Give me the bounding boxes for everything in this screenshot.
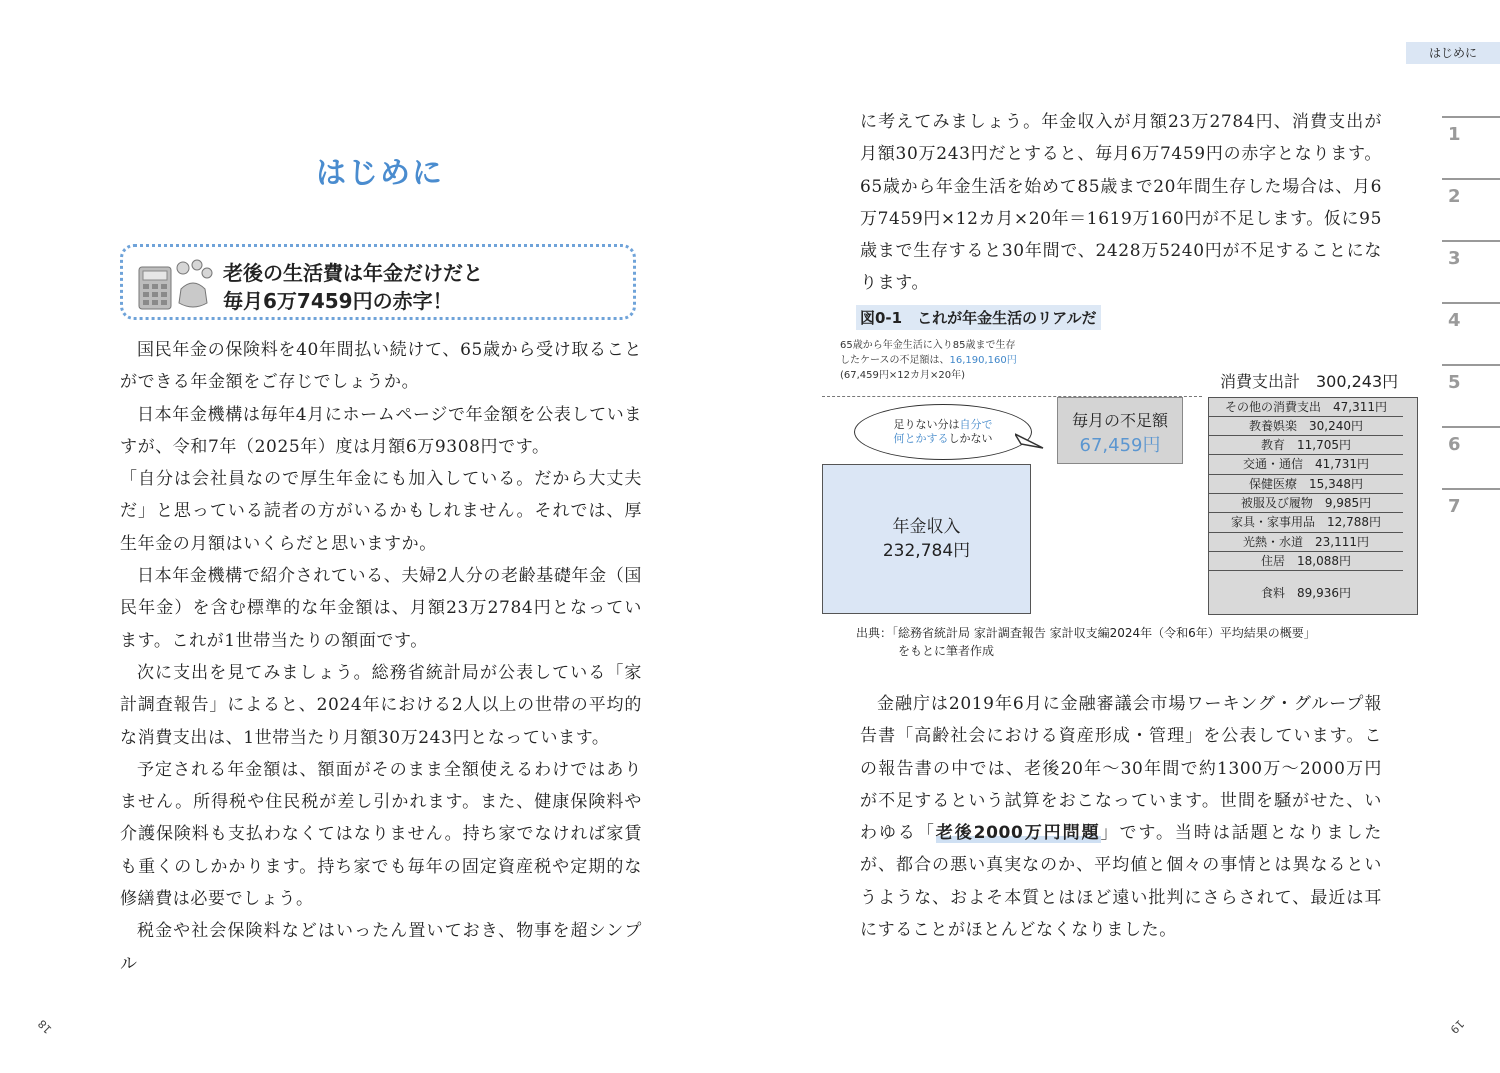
- chapter-tab-number: 5: [1448, 372, 1461, 393]
- bubble-highlight: 自分で: [959, 418, 993, 431]
- figure-source-line1: 出典：「総務省統計局 家計調査報告 家計収支編2024年（令和6年）平均結果の概要」: [856, 626, 1316, 640]
- paragraph: 「自分は会社員なので厚生年金にも加入している。だから大丈夫だ」と思っている読者の方がいるかもしれません。それでは、厚生年金の月額はいくらだと思いますか。: [120, 469, 642, 554]
- expense-row: 食料 89,936円: [1261, 586, 1351, 600]
- figure-note-line3: (67,459円×12カ月×20年): [840, 370, 965, 381]
- income-bar: [822, 464, 1031, 614]
- expense-row: 保健医療 15,348円: [1209, 475, 1403, 494]
- paragraph: に考えてみましょう。年金収入が月額23万2784円、消費支出が月額30万243円だとすると、毎月6万7459円の赤字となります。65歳から年金生活を始めて85歳まで20年間生存した場合は、月6万7459円×12カ月×20年＝1619万160円が不足します。仮に95歳まで生存すると30年間で、2428万5240円が不足することになります。: [860, 112, 1382, 294]
- chapter-tab[interactable]: [1442, 426, 1500, 490]
- speech-bubble: [854, 404, 1032, 460]
- chapter-tab[interactable]: [1442, 488, 1500, 552]
- figure-note-prefix: したケースの不足額は、: [840, 355, 950, 366]
- paragraph: 次に支出を見てみましょう。総務省統計局が公表している「家計調査報告」によると、2024年における2人以上の世帯の平均的な消費支出は、1世帯当たり月額30万243円となっています。: [120, 662, 642, 748]
- chapter-tab[interactable]: [1442, 178, 1500, 242]
- paragraph-part: 金融庁は2019年6月に金融審議会市場ワーキング・グループ報告書「高齢社会における資産形成・管理」を公表しています。この報告書の中では、老後20年〜30年間で約1300万〜2000万円が不足するという試算をおこなっています。世間を騒がせた、いわゆる「: [860, 694, 1382, 844]
- expense-total-label: 消費支出計 300,243円: [1220, 372, 1399, 391]
- expense-row: 被服及び履物 9,985円: [1209, 494, 1403, 513]
- expense-row: 光熱・水道 23,111円: [1209, 533, 1403, 552]
- chapter-tab-number: 1: [1448, 124, 1461, 145]
- figure-note: [840, 338, 1017, 383]
- right-bottom-text: [860, 688, 1382, 946]
- figure-title: 図0-1 これが年金生活のリアルだ: [856, 305, 1101, 330]
- chapter-tab-number: 7: [1448, 496, 1461, 517]
- section-heading-line2: 毎月6万7459円の赤字！: [223, 289, 453, 313]
- chapter-title: はじめに: [316, 156, 444, 191]
- expense-row: 交通・通信 41,731円: [1209, 455, 1403, 475]
- paragraph: 税金や社会保険料などはいったん置いておき、物事を超シンプル: [120, 921, 642, 974]
- figure-source-line2: をもとに筆者作成: [898, 644, 995, 658]
- right-page: [750, 0, 1500, 1073]
- page-number: 19: [1447, 1016, 1467, 1037]
- bubble-text: 足りない分は: [893, 418, 960, 431]
- chapter-tab[interactable]: [1442, 364, 1500, 428]
- right-top-text: [860, 106, 1382, 300]
- chapter-tab-number: 4: [1448, 310, 1461, 331]
- chapter-tab[interactable]: [1442, 240, 1500, 304]
- shortfall-label: 毎月の不足額: [1071, 411, 1168, 430]
- income-value: 232,784円: [882, 541, 971, 561]
- left-body-text: [120, 334, 642, 980]
- paragraph: [860, 688, 1382, 946]
- section-heading-line1: 老後の生活費は年金だけだと: [223, 261, 483, 285]
- shortfall-value: 67,459円: [1079, 435, 1161, 456]
- section-heading-box: [120, 244, 636, 320]
- bubble-tail: [1015, 432, 1045, 452]
- shortfall-bar: [1057, 397, 1183, 464]
- expense-row: 教養娯楽 30,240円: [1209, 417, 1403, 436]
- chapter-tab-number: 6: [1448, 434, 1461, 455]
- figure-note-line2: [840, 353, 1017, 368]
- paragraph: 日本年金機構で紹介されている、夫婦2人分の老齢基礎年金（国民年金）を含む標準的な年金額は、月額23万2784円となっています。これが1世帯当たりの額面です。: [120, 566, 642, 651]
- figure-note-value: 16,190,160円: [949, 355, 1017, 366]
- running-header-tab: はじめに: [1406, 42, 1500, 64]
- calculator-coins-icon: [137, 259, 215, 311]
- expense-row: 住居 18,088円: [1209, 552, 1403, 571]
- expense-stack: [1208, 397, 1418, 615]
- paragraph-part: 」です。当時は話題となりましたが、都合の悪い真実なのか、平均値と個々の事情とは異なるというような、およそ本質とはほど遠い批判にさらされて、最近は耳にすることがほとんどなくなりました。: [860, 823, 1382, 941]
- expense-row: 教育 11,705円: [1209, 436, 1403, 455]
- chapter-tab-number: 3: [1448, 248, 1461, 269]
- bubble-highlight: 何とかする: [893, 432, 949, 445]
- figure-note-line1: 65歳から年金生活に入り85歳まで生存: [840, 340, 1016, 351]
- expense-row: 家具・家事用品 12,788円: [1209, 513, 1403, 533]
- emphasized-term: 老後2000万円問題: [935, 823, 1101, 844]
- section-heading: [223, 259, 483, 315]
- page-number: 18: [35, 1016, 55, 1037]
- paragraph: 日本年金機構は毎年4月にホームページで年金額を公表していますが、令和7年（2025年）度は月額6万9308円です。: [120, 404, 642, 457]
- income-label: 年金収入: [892, 517, 961, 537]
- paragraph: 国民年金の保険料を40年間払い続けて、65歳から受け取ることができる年金額をご存じでしょうか。: [120, 340, 642, 393]
- chapter-tab[interactable]: [1442, 116, 1500, 180]
- chapter-tab-number: 2: [1448, 186, 1461, 207]
- figure-source: [856, 624, 1316, 660]
- expense-row: その他の消費支出 47,311円: [1209, 399, 1403, 417]
- chapter-tab[interactable]: [1442, 302, 1500, 366]
- paragraph: 予定される年金額は、額面がそのまま全額使えるわけではありません。所得税や住民税が差し引かれます。また、健康保険料や介護保険料も支払わなくてはなりません。持ち家でなければ家賃も重くのしかかります。持ち家でも毎年の固定資産税や定期的な修繕費は必要でしょう。: [120, 759, 642, 910]
- bubble-text: しかない: [948, 432, 993, 445]
